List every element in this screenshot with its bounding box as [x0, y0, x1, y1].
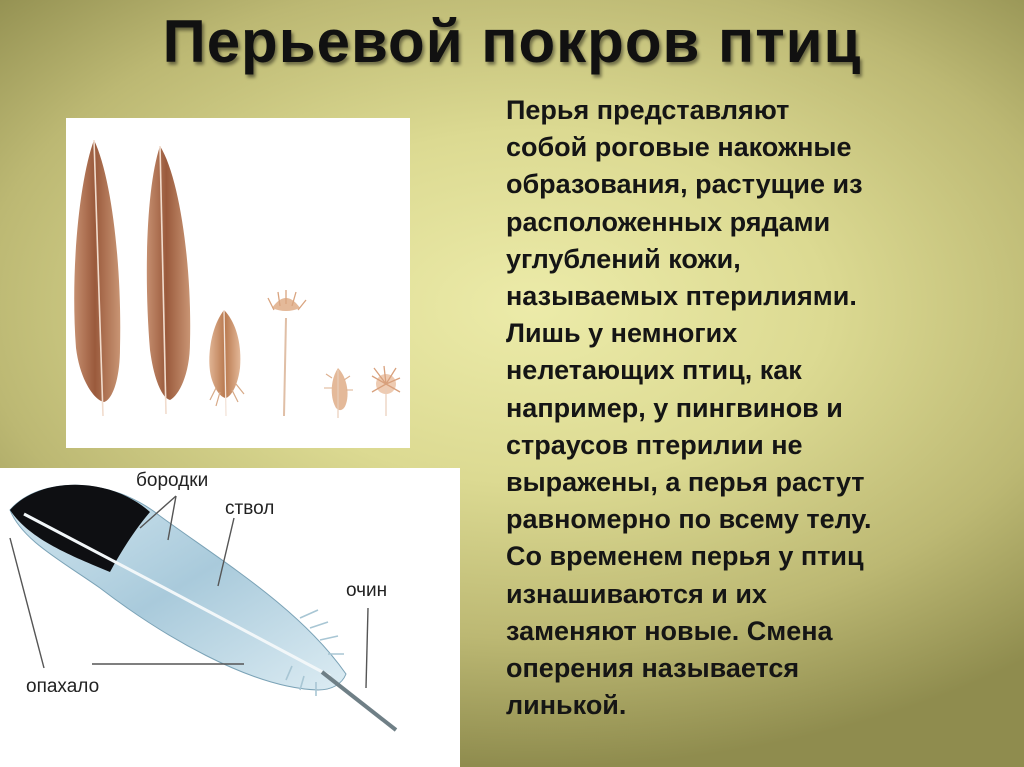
body-line: линькой. [506, 690, 627, 721]
body-line: образования, растущие из [506, 169, 863, 200]
body-line: страусов птерилии не [506, 429, 803, 460]
feathers-illustration [66, 118, 410, 448]
down-feather-1 [324, 368, 353, 418]
body-line: например, у пингвинов и [506, 392, 843, 423]
body-line: изнашиваются и их [506, 578, 767, 609]
flight-feather-2 [147, 146, 190, 414]
body-line: углублений кожи, [506, 243, 741, 274]
body-line: называемых птерилиями. [506, 281, 857, 312]
body-line: Перья представляют [506, 95, 790, 125]
label-quill: очин [346, 580, 388, 601]
slide-title: Перьевой покров птиц [162, 8, 862, 75]
body-line: выражены, а перья растут [506, 467, 865, 498]
slide-body-text [506, 92, 1006, 724]
feather-quill [322, 672, 396, 730]
body-line: нелетающих птиц, как [506, 355, 802, 386]
flight-feather-1 [74, 140, 120, 416]
body-line: Лишь у немногих [506, 318, 738, 349]
body-line: равномерно по всему телу. [506, 504, 872, 535]
body-line: оперения называется [506, 653, 800, 684]
semiplume-feather [268, 290, 306, 416]
label-vane: опахало [26, 676, 100, 697]
body-line: собой роговые накожные [506, 132, 852, 163]
down-feather-2 [372, 366, 400, 416]
contour-feather [209, 310, 244, 416]
label-barbs: бородки [136, 470, 209, 491]
body-line: Со временем перья у птиц [506, 541, 864, 572]
body-line: расположенных рядами [506, 206, 831, 237]
label-shaft: ствол [225, 498, 275, 519]
body-line: заменяют новые. Смена [506, 615, 833, 646]
feathers-photo [66, 118, 410, 448]
feather-structure-diagram [0, 468, 460, 767]
